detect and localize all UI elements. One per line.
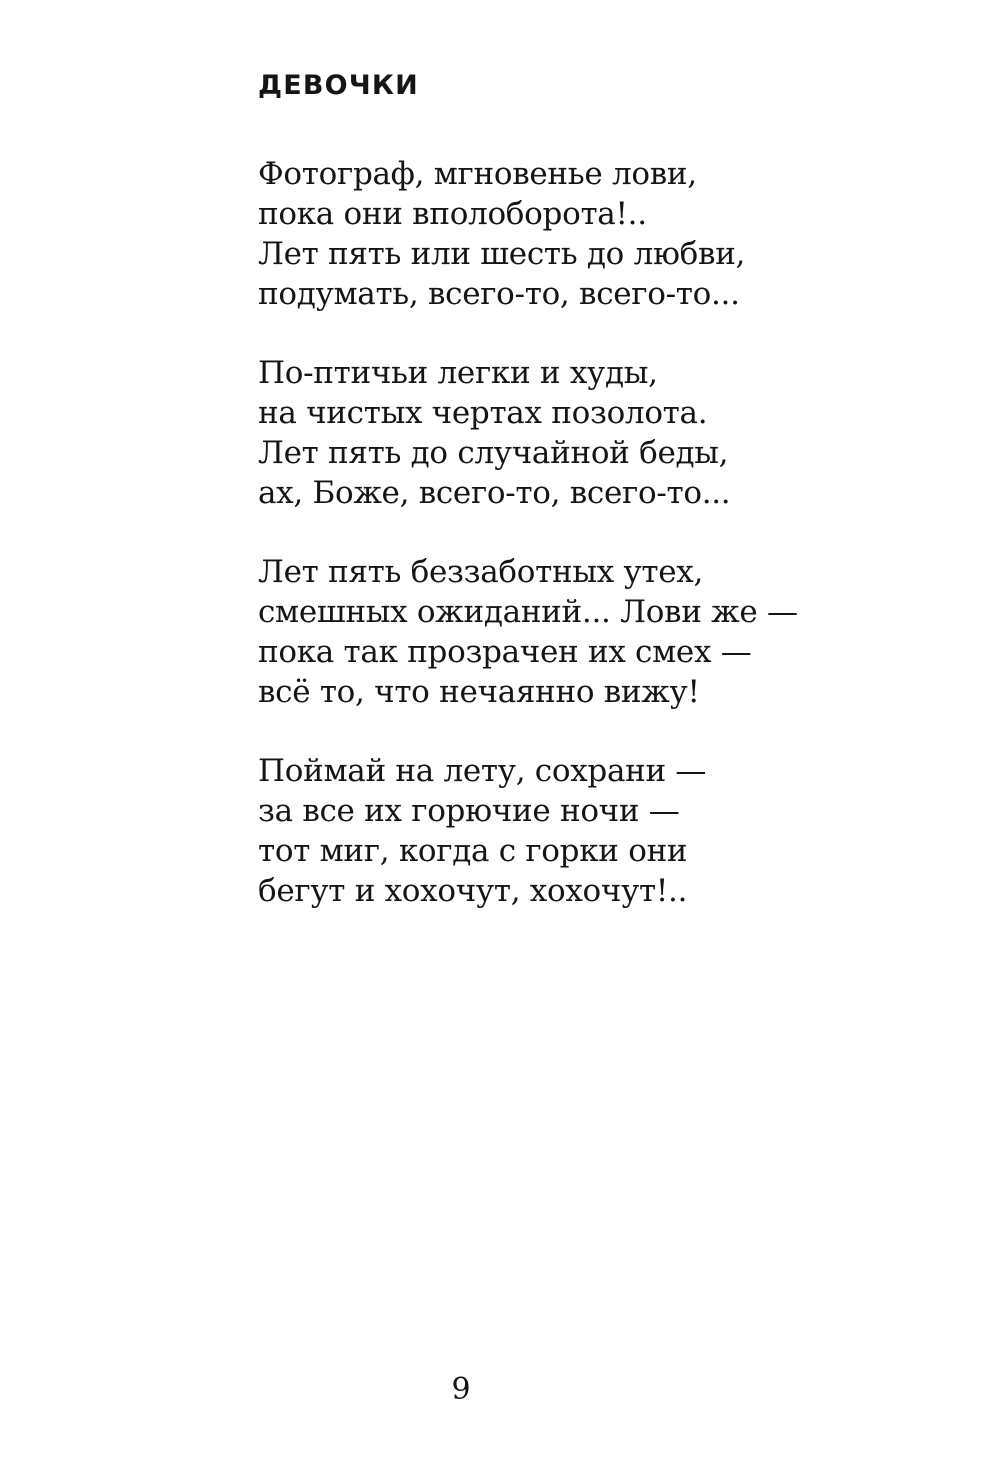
stanza-2 (258, 353, 898, 513)
poem-line: ах, Боже, всего-то, всего-то... (258, 475, 731, 511)
page-number: 9 (451, 1372, 471, 1407)
stanza-3 (258, 552, 898, 712)
poem-title: ДЕВОЧКИ (258, 70, 419, 101)
stanza-4 (258, 751, 898, 911)
poem-body (258, 154, 898, 950)
poem-line: По-птичьи легки и худы, (258, 355, 658, 391)
poem-line: тот миг, когда с горки они (258, 833, 688, 869)
poem-line: бегут и хохочут, хохочут!.. (258, 873, 688, 909)
poem-line: пока они вполоборота!.. (258, 196, 647, 232)
poem-line: Лет пять до случайной беды, (258, 435, 729, 471)
poem-line: всё то, что нечаянно вижу! (258, 674, 700, 710)
poem-line: Поймай на лету, сохрани — (258, 753, 707, 789)
poem-line: Лет пять беззаботных утех, (258, 554, 704, 590)
stanza-1 (258, 154, 898, 314)
poem-line: смешных ожиданий... Лови же — (258, 594, 798, 630)
poem-line: на чистых чертах позолота. (258, 395, 708, 431)
poem-line: Фотограф, мгновенье лови, (258, 156, 697, 192)
poem-line: подумать, всего-то, всего-то... (258, 276, 740, 312)
poem-line: Лет пять или шесть до любви, (258, 236, 746, 272)
poem-line: за все их горючие ночи — (258, 793, 680, 829)
poem-line: пока так прозрачен их смех — (258, 634, 752, 670)
